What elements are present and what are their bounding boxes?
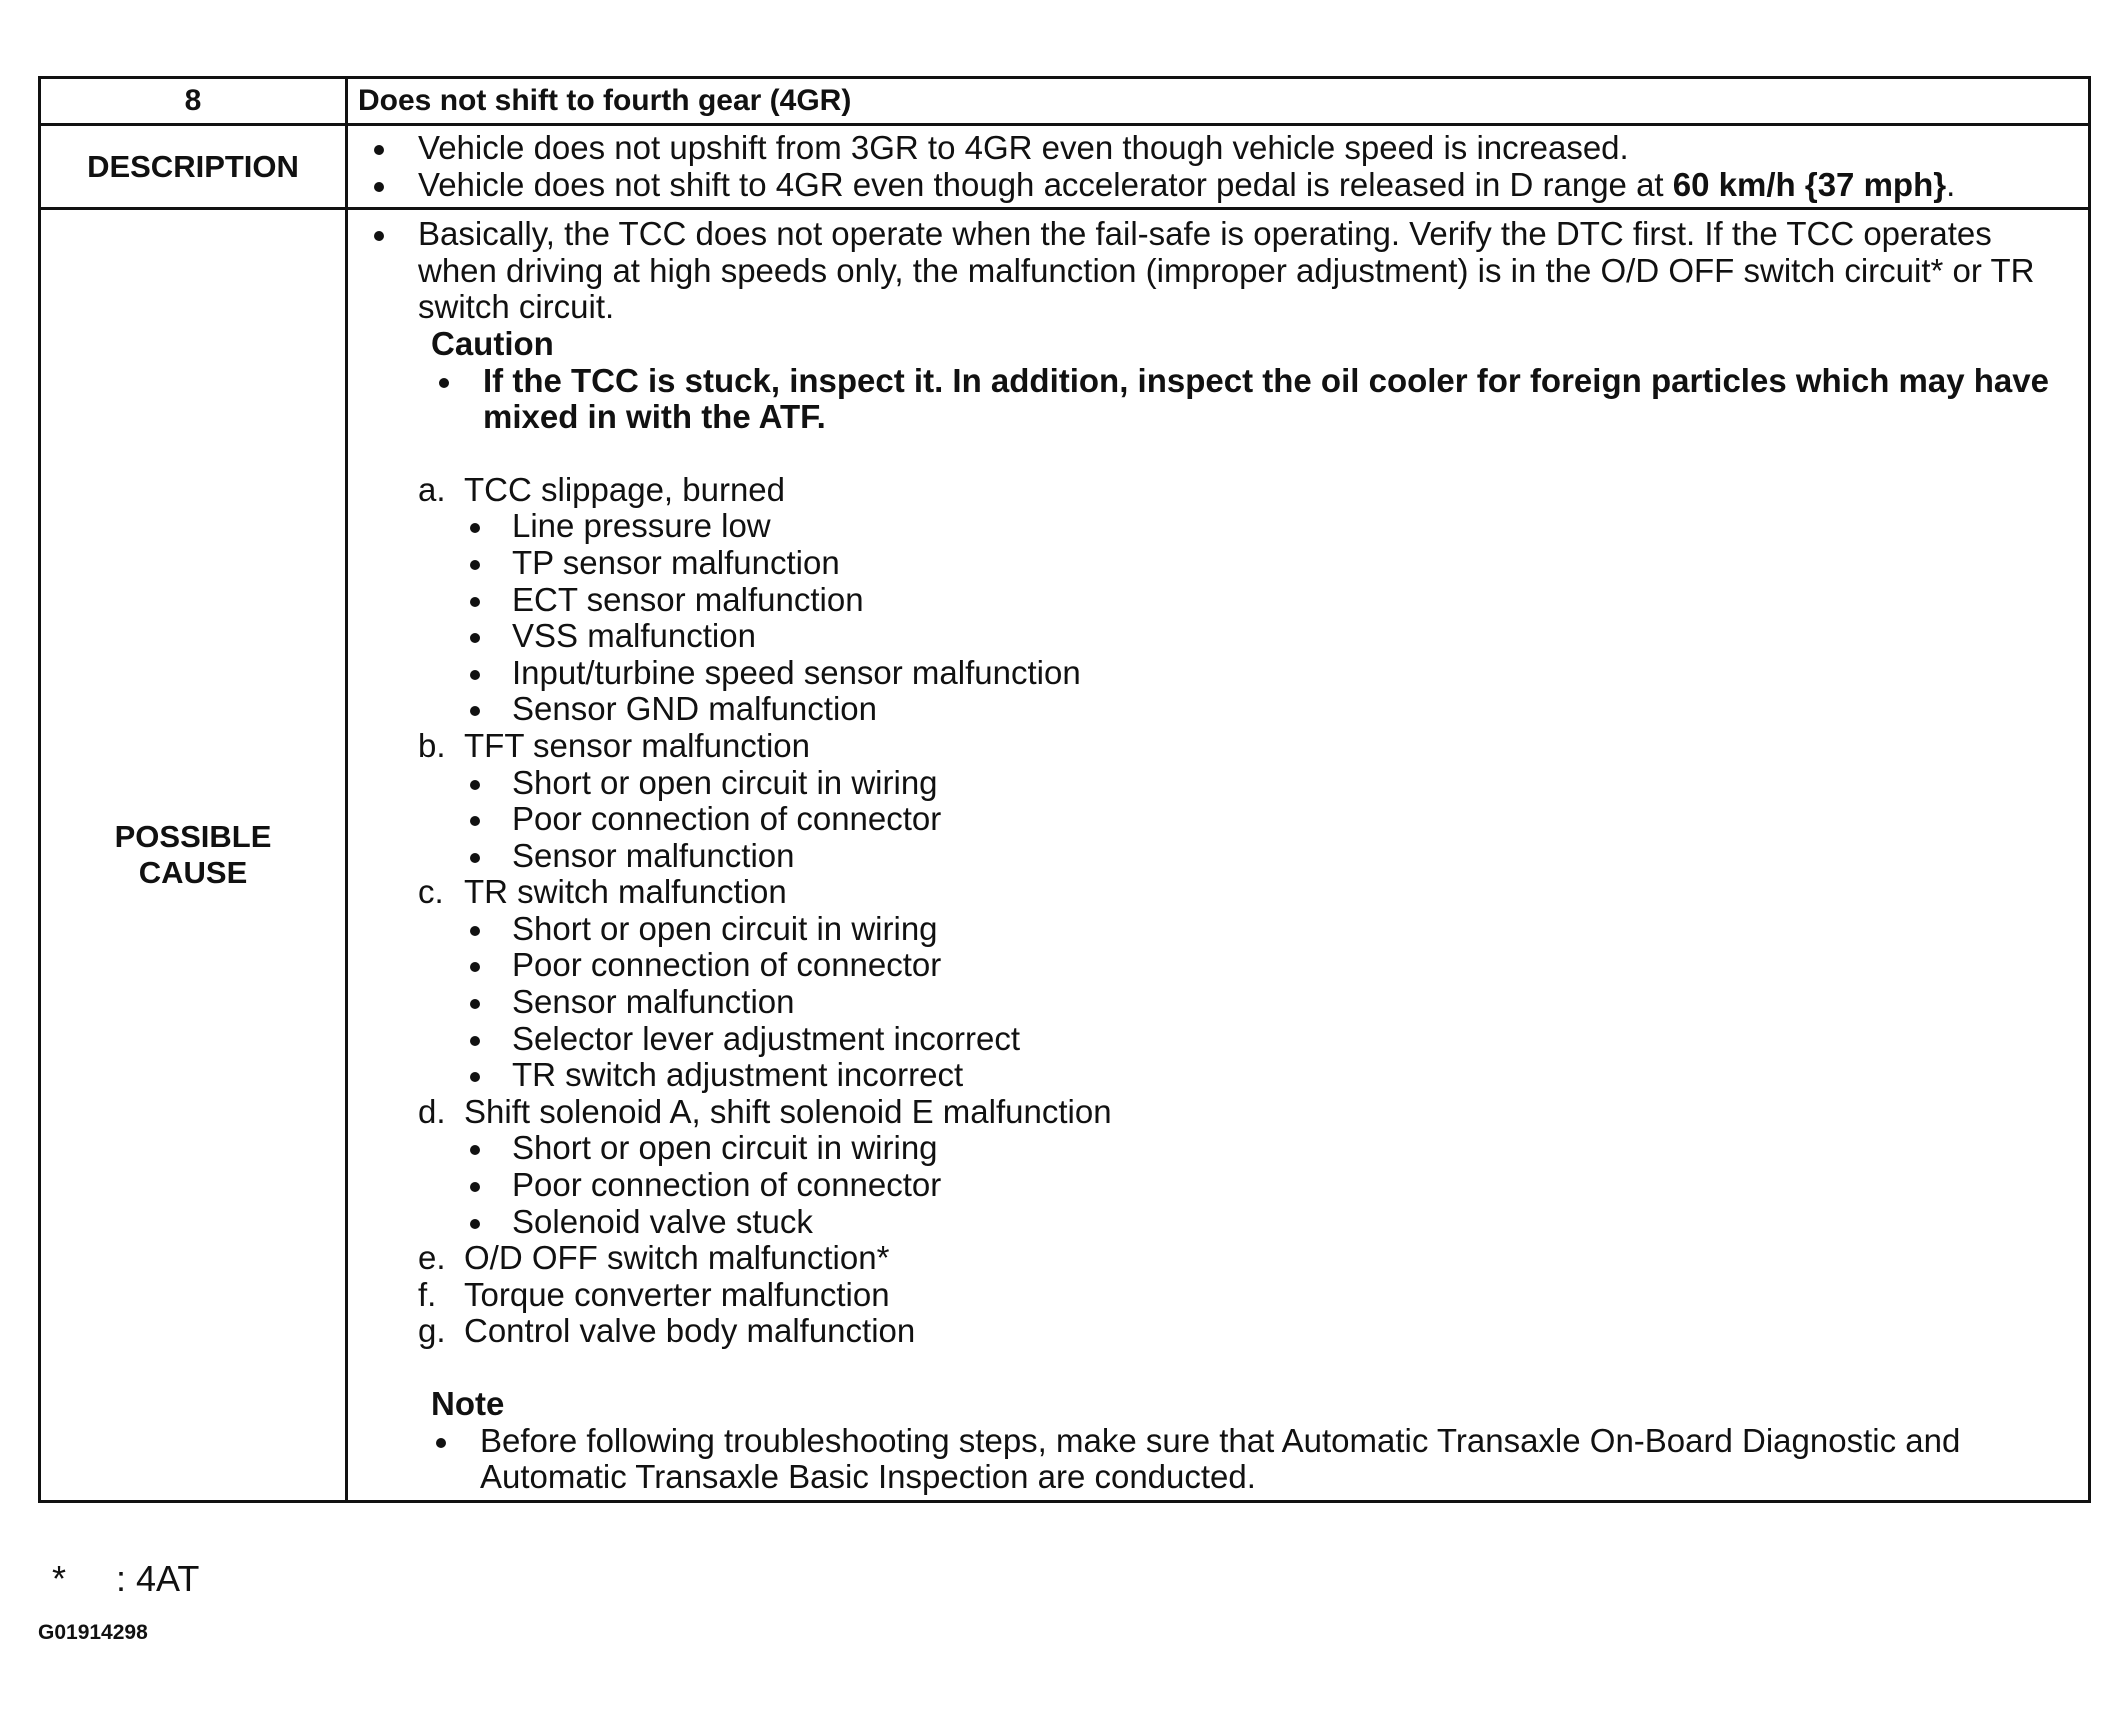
cause-text: Shift solenoid A, shift solenoid E malfunction bbox=[464, 1092, 1112, 1130]
possible-cause-cell bbox=[347, 209, 2090, 1502]
cause-item bbox=[418, 1277, 2078, 1314]
cause-sub-item: Sensor malfunction bbox=[462, 984, 2078, 1021]
cause-letter: c. bbox=[418, 873, 444, 911]
cause-sub-item: Selector lever adjustment incorrect bbox=[462, 1021, 2078, 1058]
possible-cause-row bbox=[40, 209, 2090, 1502]
cause-sub-item: Poor connection of connector bbox=[462, 801, 2078, 838]
description-row bbox=[40, 125, 2090, 209]
note-heading: Note bbox=[431, 1385, 505, 1422]
cause-sub-item: Line pressure low bbox=[462, 508, 2078, 545]
figure-id: G01914298 bbox=[38, 1621, 148, 1644]
cause-item bbox=[418, 874, 2078, 911]
cause-text: TCC slippage, burned bbox=[464, 470, 786, 508]
footnote bbox=[52, 1558, 199, 1600]
cause-item bbox=[418, 728, 2078, 765]
cause-letter: g. bbox=[418, 1312, 446, 1350]
symptom-title: Does not shift to fourth gear (4GR) bbox=[347, 78, 2090, 125]
cause-sub-item: TR switch adjustment incorrect bbox=[462, 1057, 2078, 1094]
cause-sub-item: Short or open circuit in wiring bbox=[462, 911, 2078, 948]
cause-intro: Basically, the TCC does not operate when the fail-safe is operating. Verify the DTC first. If the TCC operates when driving at high speeds only, the malfunction (improper adjustment) is in the O/D OFF switch circuit* or TR switch circuit. bbox=[366, 216, 2078, 326]
speed-value: 60 km/h {37 mph} bbox=[1672, 165, 1947, 203]
cause-list bbox=[366, 472, 2078, 1350]
cause-text: Torque converter malfunction bbox=[464, 1275, 890, 1313]
spacer bbox=[366, 436, 2078, 472]
header-row bbox=[40, 78, 2090, 125]
description-bullet-text: Vehicle does not shift to 4GR even though accelerator pedal is released in D range at bbox=[418, 165, 1673, 203]
cause-sub-item: Sensor malfunction bbox=[462, 838, 2078, 875]
footnote-text: : 4AT bbox=[116, 1558, 200, 1599]
cause-sub-item: VSS malfunction bbox=[462, 618, 2078, 655]
cause-item bbox=[418, 1094, 2078, 1131]
cause-item bbox=[418, 1313, 2078, 1350]
possible-cause-label bbox=[40, 209, 347, 1502]
description-cell bbox=[347, 125, 2090, 209]
cause-text: Control valve body malfunction bbox=[464, 1312, 916, 1350]
note-text: Before following troubleshooting steps, make sure that Automatic Transaxle On-Board Diagnostic and Automatic Transaxle Basic Inspection are conducted. bbox=[428, 1423, 2078, 1496]
cause-sub-item: Short or open circuit in wiring bbox=[462, 765, 2078, 802]
cause-letter: a. bbox=[418, 470, 446, 508]
cause-letter: e. bbox=[418, 1239, 446, 1277]
cause-sub-item: ECT sensor malfunction bbox=[462, 582, 2078, 619]
description-label: DESCRIPTION bbox=[40, 125, 347, 209]
cause-letter: f. bbox=[418, 1275, 437, 1313]
cause-letter: b. bbox=[418, 726, 446, 764]
cause-sub-item: Poor connection of connector bbox=[462, 947, 2078, 984]
caution-text: If the TCC is stuck, inspect it. In addition, inspect the oil cooler for foreign particles which may have mixed in with the ATF. bbox=[431, 363, 2078, 436]
cause-letter: d. bbox=[418, 1092, 446, 1130]
description-bullet bbox=[366, 130, 2078, 167]
possible-cause-label-line1: POSSIBLE bbox=[114, 818, 272, 854]
description-bullet-end: . bbox=[1946, 165, 1956, 203]
footnote-symbol: * bbox=[52, 1558, 67, 1599]
cause-sub-item: Sensor GND malfunction bbox=[462, 691, 2078, 728]
cause-item bbox=[418, 472, 2078, 509]
cause-sub-item: Solenoid valve stuck bbox=[462, 1204, 2078, 1241]
cause-sub-item: Short or open circuit in wiring bbox=[462, 1130, 2078, 1167]
cause-text: TFT sensor malfunction bbox=[464, 726, 811, 764]
caution-heading: Caution bbox=[431, 324, 554, 362]
cause-sub-item: TP sensor malfunction bbox=[462, 545, 2078, 582]
cause-text: TR switch malfunction bbox=[464, 873, 787, 911]
cause-text: O/D OFF switch malfunction* bbox=[464, 1239, 890, 1277]
description-bullet-text: Vehicle does not upshift from 3GR to 4GR even though vehicle speed is increased. bbox=[418, 129, 1629, 166]
cause-sub-item: Input/turbine speed sensor malfunction bbox=[462, 655, 2078, 692]
troubleshooting-table bbox=[38, 76, 2091, 1503]
description-bullet bbox=[366, 167, 2078, 204]
spacer bbox=[366, 1350, 2078, 1386]
possible-cause-label-line2: CAUSE bbox=[138, 854, 248, 890]
step-number: 8 bbox=[40, 78, 347, 125]
cause-sub-item: Poor connection of connector bbox=[462, 1167, 2078, 1204]
cause-item bbox=[418, 1240, 2078, 1277]
